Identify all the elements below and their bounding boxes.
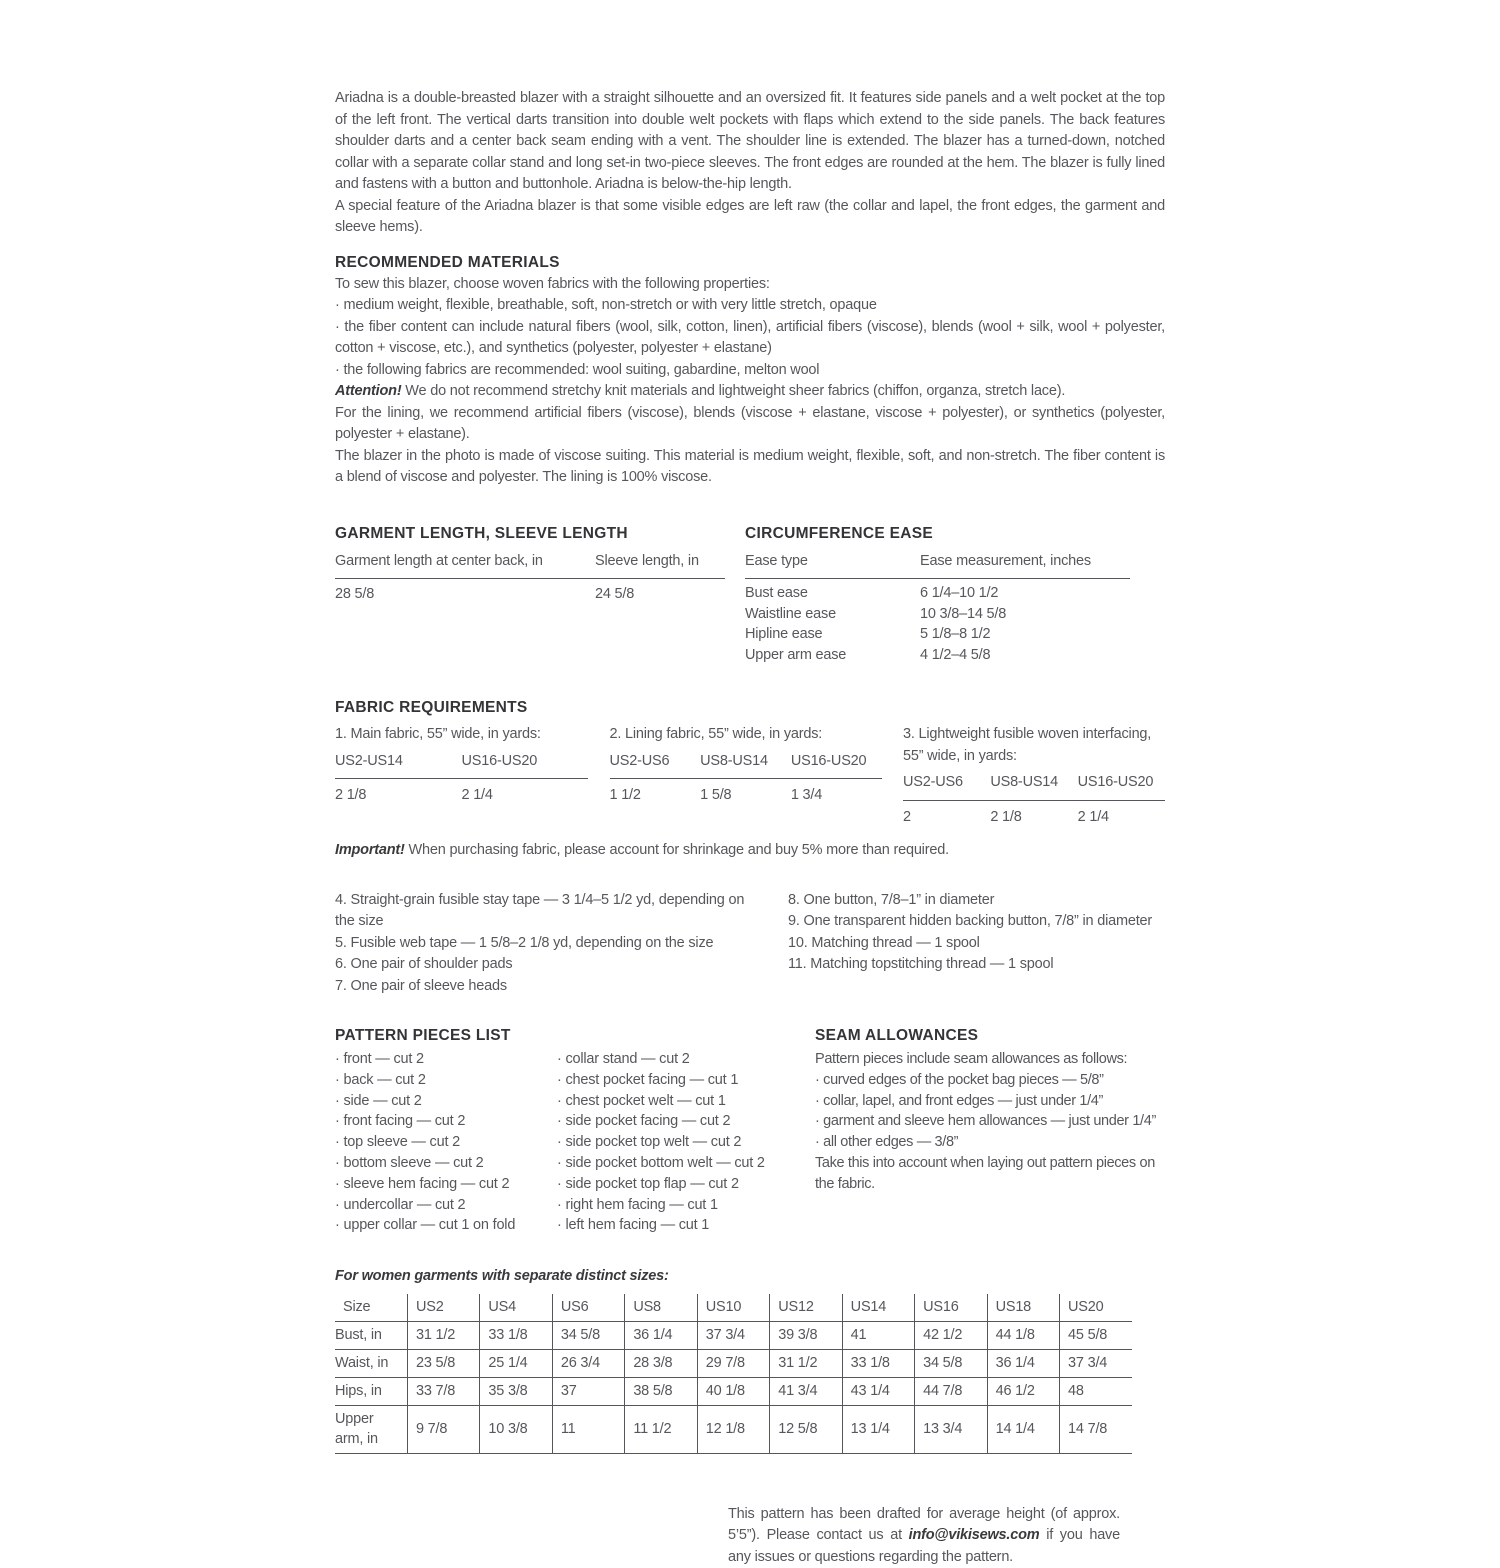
size-table-header-row: [335, 1294, 1132, 1322]
notions-left-list: [335, 890, 765, 998]
sleeve-length-value: 24 5/8: [595, 586, 635, 602]
size-value-cell: 33 7/8: [407, 1377, 479, 1405]
size-value-cell: 26 3/4: [552, 1349, 624, 1377]
attention-text: We do not recommend stretchy knit materials and lightweight sheer fabrics (chiffon, organza, stretch lace).: [405, 383, 1066, 399]
size-range: US8-US14: [700, 752, 768, 769]
size-value-cell: 14 1/4: [987, 1405, 1059, 1453]
garment-length-value-row: [335, 584, 725, 606]
ease-type-header: Ease type: [745, 552, 808, 569]
seam-allowance-item: · all other edges — 3/8”: [815, 1132, 1165, 1153]
size-column-header: US12: [770, 1294, 842, 1322]
circumference-ease-title: CIRCUMFERENCE EASE: [745, 524, 933, 542]
circumference-ease-block: [745, 523, 1130, 666]
ease-row: [745, 624, 1130, 645]
materials-bullet: · medium weight, flexible, breathable, soft, non-stretch or with very little stretch, opaque: [335, 295, 1165, 317]
main-fabric-table: [335, 724, 588, 828]
size-value-cell: 35 3/8: [480, 1377, 552, 1405]
seam-allowances-block: [815, 1025, 1165, 1236]
size-column-header: US16: [915, 1294, 987, 1322]
garment-length-header-row: [335, 545, 725, 580]
size-value-cell: 33 1/8: [842, 1349, 914, 1377]
ease-row: [745, 604, 1130, 625]
notions-right-list: [788, 890, 1165, 998]
size-value-cell: 37 3/4: [1060, 1349, 1132, 1377]
ease-type: Bust ease: [745, 585, 808, 601]
size-value-cell: 40 1/8: [697, 1377, 769, 1405]
main-fabric-label: 1. Main fabric, 55” wide, in yards:: [335, 726, 541, 742]
footer-text-after: if you have any issues or questions regarding the pattern.: [728, 1527, 1120, 1565]
yardage-value: 2 1/8: [335, 787, 367, 803]
recommended-materials-section: [335, 252, 1165, 489]
size-column-header: US20: [1060, 1294, 1132, 1322]
main-fabric-sizes: [335, 748, 588, 780]
ease-row: [745, 583, 1130, 604]
footer-email: info@vikisews.com: [908, 1527, 1040, 1544]
pattern-piece-item: · side pocket top flap — cut 2: [557, 1174, 815, 1195]
seam-allowance-item: · garment and sleeve hem allowances — just under 1/4”: [815, 1111, 1165, 1132]
size-value-cell: 42 1/2: [915, 1321, 987, 1349]
size-table-body: [335, 1321, 1132, 1453]
main-fabric-values: [335, 785, 588, 807]
pattern-piece-item: · bottom sleeve — cut 2: [335, 1153, 557, 1174]
size-column-header: Size: [335, 1294, 407, 1322]
lining-fabric-label: 2. Lining fabric, 55” wide, in yards:: [609, 726, 823, 742]
pattern-piece-item: · chest pocket welt — cut 1: [557, 1091, 815, 1112]
size-table: [335, 1294, 1132, 1454]
size-value-cell: 29 7/8: [697, 1349, 769, 1377]
materials-bullet-list: [335, 295, 1165, 381]
pattern-piece-item: · back — cut 2: [335, 1070, 557, 1091]
size-value-cell: 31 1/2: [407, 1321, 479, 1349]
important-note: [335, 840, 1165, 862]
ease-measurement-header: Ease measurement, inches: [920, 552, 1091, 569]
yardage-value: 2: [903, 808, 911, 825]
garment-length-title: GARMENT LENGTH, SLEEVE LENGTH: [335, 524, 628, 542]
size-value-cell: 48: [1060, 1377, 1132, 1405]
yardage-value: 1 5/8: [700, 787, 732, 803]
garment-length-block: [335, 523, 725, 666]
size-row-label: Upper arm, in: [335, 1405, 407, 1453]
size-column-header: US4: [480, 1294, 552, 1322]
size-value-cell: 44 1/8: [987, 1321, 1059, 1349]
size-range: US2-US6: [903, 774, 963, 790]
size-value-cell: 34 5/8: [915, 1349, 987, 1377]
pattern-pieces-columns: [335, 1049, 815, 1236]
notion-item: 10. Matching thread — 1 spool: [788, 934, 980, 951]
size-column-header: US2: [407, 1294, 479, 1322]
important-text: When purchasing fabric, please account for shrinkage and buy 5% more than required.: [408, 842, 949, 858]
fabric-requirements-title: FABRIC REQUIREMENTS: [335, 699, 528, 716]
recommended-materials-title: RECOMMENDED MATERIALS: [335, 253, 560, 271]
size-column-header: US10: [697, 1294, 769, 1322]
size-value-cell: 34 5/8: [552, 1321, 624, 1349]
notions-section: [335, 890, 1165, 998]
pieces-seam-section: [335, 1025, 1165, 1236]
size-value-cell: 14 7/8: [1060, 1405, 1132, 1453]
size-range: US8-US14: [990, 774, 1059, 790]
materials-bullet: · the following fabrics are recommended: wool suiting, gabardine, melton wool: [335, 360, 1165, 382]
size-value-cell: 11: [552, 1405, 624, 1453]
size-value-cell: 33 1/8: [480, 1321, 552, 1349]
ease-type: Hipline ease: [745, 626, 823, 642]
fabric-requirements-section: [335, 697, 1165, 862]
interfacing-table: [903, 724, 1165, 828]
size-value-cell: 9 7/8: [407, 1405, 479, 1453]
yardage-value: 2 1/8: [990, 808, 1022, 825]
seam-allowances-outro: Take this into account when laying out pattern pieces on the fabric.: [815, 1154, 1155, 1192]
size-row-label: Waist, in: [335, 1349, 407, 1377]
ease-row: [745, 645, 1130, 666]
attention-label: Attention!: [335, 383, 402, 399]
size-value-cell: 13 1/4: [842, 1405, 914, 1453]
ease-measurement: 6 1/4–10 1/2: [920, 585, 999, 601]
size-value-cell: 39 3/8: [770, 1321, 842, 1349]
ease-measurement: 4 1/2–4 5/8: [920, 646, 991, 663]
lining-fabric-sizes: [610, 748, 882, 780]
notion-item: 9. One transparent hidden backing button, 7/8” in diameter: [788, 913, 1153, 929]
size-value-cell: 41: [842, 1321, 914, 1349]
size-table-head: [335, 1294, 1132, 1322]
size-table-row: [335, 1349, 1132, 1377]
size-row-label: Bust, in: [335, 1321, 407, 1349]
interfacing-values: [903, 807, 1165, 829]
interfacing-sizes: [903, 769, 1165, 801]
important-label: Important!: [335, 842, 405, 858]
size-value-cell: 41 3/4: [770, 1377, 842, 1405]
notion-item: 4. Straight-grain fusible stay tape — 3 1/4–5 1/2 yd, depending on the size: [335, 891, 745, 929]
materials-lead: To sew this blazer, choose woven fabrics with the following properties:: [335, 275, 770, 292]
lining-fabric-table: [610, 724, 882, 828]
ease-measurement: 5 1/8–8 1/2: [920, 626, 991, 642]
size-table-row: [335, 1321, 1132, 1349]
materials-bullet: · the fiber content can include natural fibers (wool, silk, cotton, linen), artificial fibers (viscose), blends (wool + silk, wool + polyester, cotton + viscose, etc.), and synthetics (polyester, polyester + elastane): [335, 317, 1165, 360]
size-row-label: Hips, in: [335, 1377, 407, 1405]
interfacing-label: 3. Lightweight fusible woven interfacing, 55” wide, in yards:: [903, 726, 1152, 764]
size-value-cell: 31 1/2: [770, 1349, 842, 1377]
size-column-header: US18: [987, 1294, 1059, 1322]
size-column-header: US8: [625, 1294, 697, 1322]
pattern-pieces-title: PATTERN PIECES LIST: [335, 1027, 511, 1044]
size-value-cell: 45 5/8: [1060, 1321, 1132, 1349]
page-content: [335, 88, 1165, 1568]
pattern-piece-item: · undercollar — cut 2: [335, 1195, 557, 1216]
size-value-cell: 36 1/4: [625, 1321, 697, 1349]
garment-length-col2-header: Sleeve length, in: [595, 552, 699, 569]
ease-type: Waistline ease: [745, 605, 836, 622]
pattern-piece-item: · collar stand — cut 2: [557, 1049, 815, 1070]
pattern-pieces-col2: [557, 1049, 815, 1236]
size-value-cell: 46 1/2: [987, 1377, 1059, 1405]
size-range: US16-US20: [1077, 774, 1154, 790]
size-range: US16-US20: [790, 752, 867, 769]
pattern-piece-item: · chest pocket facing — cut 1: [557, 1070, 815, 1091]
lining-fabric-values: [610, 785, 882, 807]
pattern-piece-item: · upper collar — cut 1 on fold: [335, 1215, 557, 1236]
yardage-value: 2 1/4: [1077, 808, 1109, 825]
size-value-cell: 37 3/4: [697, 1321, 769, 1349]
seam-allowance-item: · collar, lapel, and front edges — just under 1/4”: [815, 1091, 1165, 1112]
size-range: US2-US6: [609, 752, 670, 769]
pattern-pieces-block: [335, 1025, 815, 1236]
intro-description: Ariadna is a double-breasted blazer with a straight silhouette and an oversized fit. It features side panels and a welt pocket at the top of the left front. The vertical darts transition into double welt pockets with flaps which extend to the side panels. The back features shoulder darts and a center back seam ending with a vent. The shoulder line is extended. The blazer has a turned-down, notched collar with a separate collar stand and long set-in two-piece sleeves. The front edges are rounded at the hem. The blazer is fully lined and fastens with a button and buttonhole. Ariadna is below-the-hip length.: [335, 90, 1165, 192]
notion-item: 8. One button, 7/8–1” in diameter: [788, 891, 995, 908]
pattern-piece-item: · right hem facing — cut 1: [557, 1195, 815, 1216]
seam-allowances-intro: Pattern pieces include seam allowances as follows:: [815, 1051, 1128, 1067]
ease-rows: [745, 583, 1130, 665]
pattern-piece-item: · sleeve hem facing — cut 2: [335, 1174, 557, 1195]
notion-item: 7. One pair of sleeve heads: [335, 977, 507, 994]
notion-item: 11. Matching topstitching thread — 1 spool: [788, 956, 1054, 972]
size-value-cell: 43 1/4: [842, 1377, 914, 1405]
size-value-cell: 36 1/4: [987, 1349, 1059, 1377]
seam-allowance-list: [815, 1070, 1165, 1153]
intro-special-feature: A special feature of the Ariadna blazer is that some visible edges are left raw (the collar and lapel, the front edges, the garment and sleeve hems).: [335, 197, 1165, 235]
ease-type: Upper arm ease: [745, 646, 847, 663]
footer-text-before: This pattern has been drafted for average height (of approx. 5’5”). Please contact us at: [728, 1505, 1120, 1544]
sample-note: The blazer in the photo is made of viscose suiting. This material is medium weight, flexible, soft, and non-stretch. The fiber content is a blend of viscose and polyester. The lining is 100% viscose.: [335, 447, 1165, 485]
pattern-piece-item: · top sleeve — cut 2: [335, 1132, 557, 1153]
size-value-cell: 10 3/8: [480, 1405, 552, 1453]
notion-item: 5. Fusible web tape — 1 5/8–2 1/8 yd, depending on the size: [335, 934, 714, 951]
pattern-piece-item: · side — cut 2: [335, 1091, 557, 1112]
size-column-header: US6: [552, 1294, 624, 1322]
size-value-cell: 25 1/4: [480, 1349, 552, 1377]
fabric-tables-row: [335, 724, 1165, 828]
pattern-piece-item: · side pocket facing — cut 2: [557, 1111, 815, 1132]
size-table-row: [335, 1377, 1132, 1405]
ease-measurement: 10 3/8–14 5/8: [920, 605, 1007, 622]
size-table-note: For women garments with separate distinct sizes:: [335, 1268, 669, 1285]
footer-note: [728, 1504, 1120, 1568]
size-value-cell: 38 5/8: [625, 1377, 697, 1405]
size-value-cell: 44 7/8: [915, 1377, 987, 1405]
ease-header-row: [745, 545, 1130, 580]
pattern-piece-item: · front facing — cut 2: [335, 1111, 557, 1132]
size-column-header: US14: [842, 1294, 914, 1322]
garment-length-col1-header: Garment length at center back, in: [335, 552, 543, 569]
size-value-cell: 23 5/8: [407, 1349, 479, 1377]
size-table-row: [335, 1405, 1132, 1453]
yardage-value: 2 1/4: [461, 787, 493, 803]
size-value-cell: 12 5/8: [770, 1405, 842, 1453]
pattern-pieces-col1: [335, 1049, 557, 1236]
yardage-value: 1 3/4: [790, 787, 823, 803]
pattern-piece-item: · side pocket top welt — cut 2: [557, 1132, 815, 1153]
size-value-cell: 11 1/2: [625, 1405, 697, 1453]
size-range: US2-US14: [335, 752, 403, 769]
pattern-piece-item: · left hem facing — cut 1: [557, 1215, 815, 1236]
size-value-cell: 13 3/4: [915, 1405, 987, 1453]
pattern-piece-item: · side pocket bottom welt — cut 2: [557, 1153, 815, 1174]
size-value-cell: 12 1/8: [697, 1405, 769, 1453]
notion-item: 6. One pair of shoulder pads: [335, 956, 513, 972]
yardage-value: 1 1/2: [609, 787, 641, 803]
attention-note: [335, 381, 1165, 403]
seam-allowances-title: SEAM ALLOWANCES: [815, 1027, 979, 1044]
size-value-cell: 28 3/8: [625, 1349, 697, 1377]
garment-length-value: 28 5/8: [335, 586, 375, 602]
pattern-piece-item: · front — cut 2: [335, 1049, 557, 1070]
seam-allowance-item: · curved edges of the pocket bag pieces — 5/8”: [815, 1070, 1165, 1091]
size-range: US16-US20: [461, 752, 538, 769]
size-value-cell: 37: [552, 1377, 624, 1405]
lining-note: For the lining, we recommend artificial fibers (viscose), blends (viscose + elastane, viscose + polyester), or synthetics (polyester, polyester + elastane).: [335, 404, 1165, 442]
length-ease-section: [335, 523, 1165, 666]
